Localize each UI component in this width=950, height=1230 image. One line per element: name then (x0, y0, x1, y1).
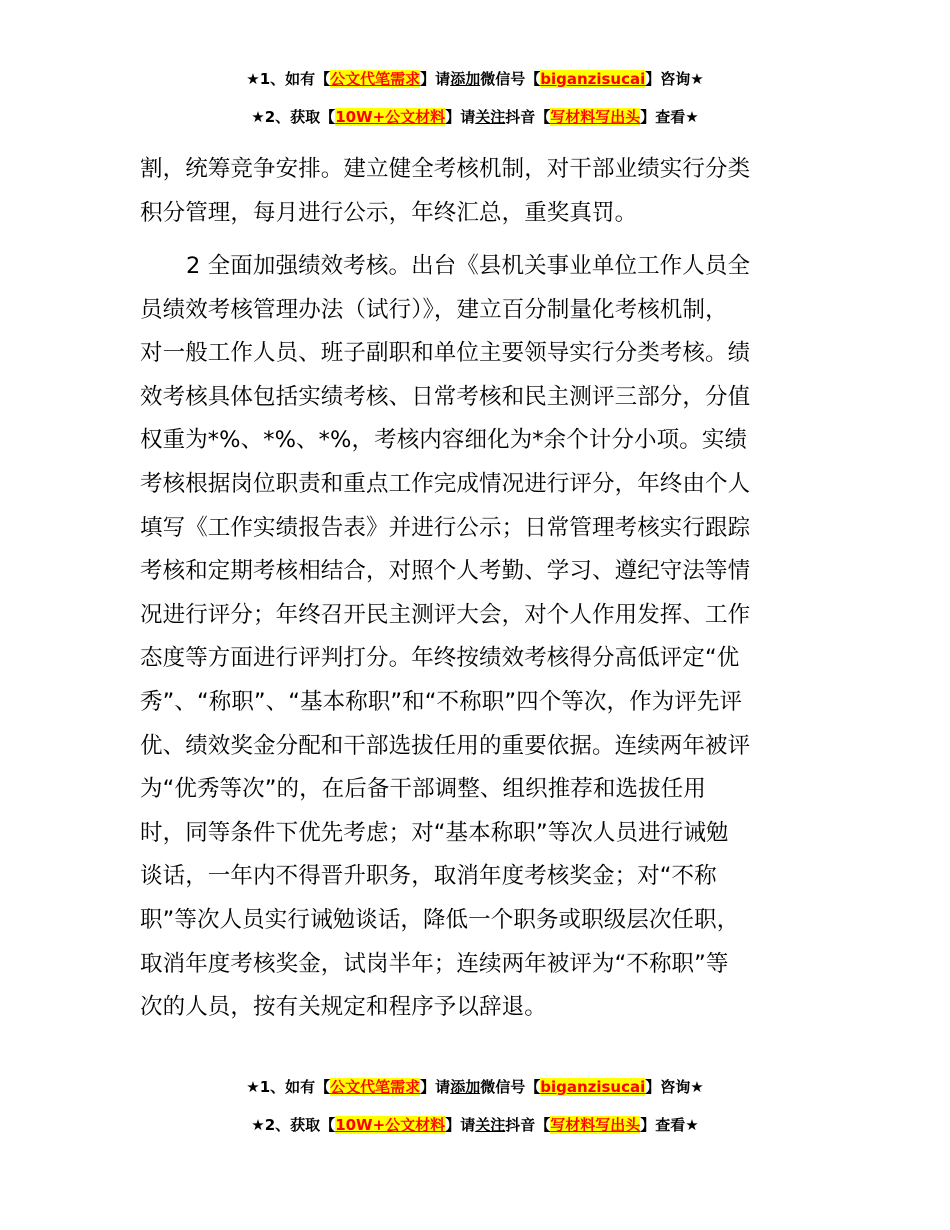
banner-underlined-text: 添加 (450, 70, 481, 88)
paragraph-line: 填写《工作实绩报告表》并进行公示；日常管理考核实行跟踪 (140, 514, 751, 541)
paragraph-line: 时，同等条件下优先考虑；对“基本称职”等次人员进行诫勉 (140, 819, 729, 846)
paragraph-line: 职”等次人员实行诫勉谈话，降低一个职务或职级层次任职， (140, 906, 740, 933)
paragraph-line: 态度等方面进行评判打分。年终按绩效考核得分高低评定“优 (140, 645, 740, 672)
paragraph-line: 取消年度考核奖金，试岗半年；连续两年被评为“不称职”等 (140, 950, 729, 977)
banner-suffix: 】咨询★ (645, 1078, 704, 1096)
paragraph-line: 权重为*%、*%、*%，考核内容细化为*余个计分小项。实绩 (140, 427, 748, 454)
promo-banner-line-1-bottom (0, 1076, 950, 1098)
banner-underlined-text: 关注 (475, 1116, 506, 1134)
banner-text: 】请 (445, 1116, 476, 1134)
paragraph-line: 优、绩效奖金分配和干部选拔任用的重要依据。连续两年被评 (140, 732, 751, 759)
banner-highlight-service: 公文代笔需求 (330, 70, 421, 88)
banner-prefix: ★2、获取【 (251, 108, 336, 126)
paragraph-line: 积分管理，每月进行公示，年终汇总，重奖真罚。 (140, 199, 638, 226)
banner-highlight-materials: 10W+公文材料 (335, 1116, 446, 1134)
paragraph-line: 效考核具体包括实绩考核、日常考核和民主测评三部分，分值 (140, 383, 751, 410)
banner-prefix: ★1、如有【 (246, 1078, 331, 1096)
banner-underlined-text: 关注 (475, 108, 506, 126)
banner-suffix: 】咨询★ (645, 70, 704, 88)
banner-text: 抖音【 (505, 1116, 551, 1134)
banner-text: 微信号【 (480, 1078, 541, 1096)
banner-prefix: ★2、获取【 (251, 1116, 336, 1134)
paragraph-line: 次的人员，按有关规定和程序予以辞退。 (140, 994, 547, 1021)
paragraph-line: 为“优秀等次”的，在后备干部调整、组织推荐和选拔任用 (140, 776, 706, 803)
promo-banner-line-2 (0, 106, 950, 128)
paragraph-line: 考核根据岗位职责和重点工作完成情况进行评分，年终由个人 (140, 470, 751, 497)
paragraph-line: 对一般工作人员、班子副职和单位主要领导实行分类考核。绩 (140, 340, 751, 367)
banner-highlight-materials: 10W+公文材料 (335, 108, 446, 126)
promo-banner-line-1 (0, 68, 950, 90)
banner-text: 】请 (420, 1078, 451, 1096)
paragraph-1 (140, 148, 820, 235)
paragraph-line: 割，统筹竞争安排。建立健全考核机制，对干部业绩实行分类 (140, 156, 751, 182)
paragraph-2 (140, 245, 820, 1030)
banner-suffix: 】查看★ (640, 1116, 699, 1134)
paragraph-line: 员绩效考核管理办法（试行）》，建立百分制量化考核机制， (140, 296, 728, 323)
paragraph-line: 谈话，一年内不得晋升职务，取消年度考核奖金；对“不称 (140, 863, 717, 890)
banner-highlight-douyin-account: 写材料写出头 (550, 1116, 641, 1134)
paragraph-line: 况进行评分；年终召开民主测评大会，对个人作用发挥、工作 (140, 601, 751, 628)
banner-highlight-wechat-id: biganzisucai (540, 1078, 646, 1096)
banner-highlight-douyin-account: 写材料写出头 (550, 108, 641, 126)
banner-suffix: 】查看★ (640, 108, 699, 126)
banner-text: 抖音【 (505, 108, 551, 126)
paragraph-line: 2 全面加强绩效考核。出台《县机关事业单位工作人员全 (186, 253, 751, 279)
paragraph-line: 秀”、“称职”、“基本称职”和“不称职”四个等次，作为评先评 (140, 688, 743, 715)
banner-highlight-service: 公文代笔需求 (330, 1078, 421, 1096)
banner-underlined-text: 添加 (450, 1078, 481, 1096)
promo-banner-line-2-bottom (0, 1114, 950, 1136)
banner-text: 】请 (420, 70, 451, 88)
banner-prefix: ★1、如有【 (246, 70, 331, 88)
banner-text: 微信号【 (480, 70, 541, 88)
banner-text: 】请 (445, 108, 476, 126)
paragraph-line: 考核和定期考核相结合，对照个人考勤、学习、遵纪守法等情 (140, 558, 751, 585)
banner-highlight-wechat-id: biganzisucai (540, 70, 646, 88)
